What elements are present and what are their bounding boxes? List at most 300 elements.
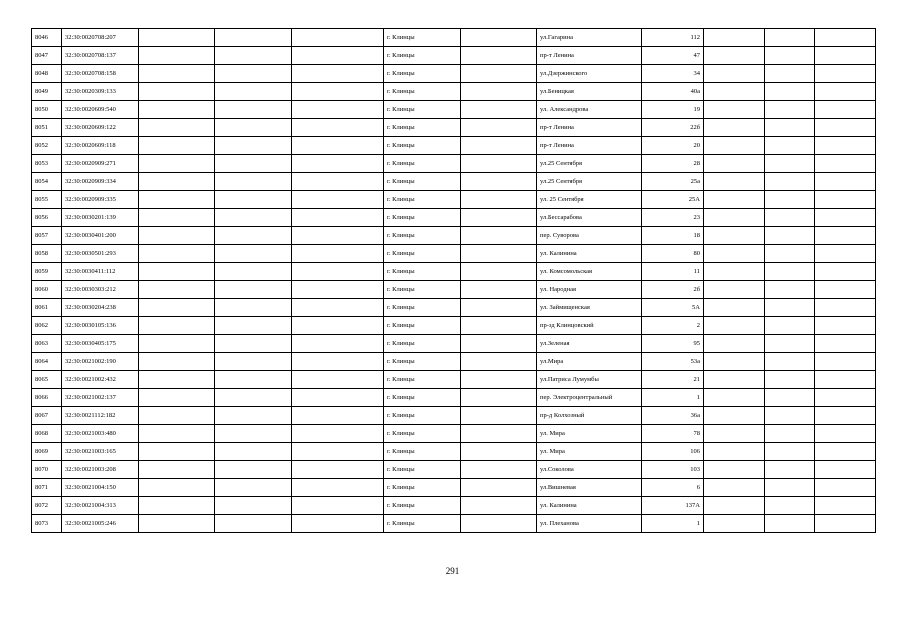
cadastral-number-cell: 32:30:0020909:271 <box>62 155 139 173</box>
cadastral-number-cell: 32:30:0030204:238 <box>62 299 139 317</box>
empty-cell <box>139 317 215 335</box>
record-number-cell: 8065 <box>32 371 62 389</box>
empty-cell <box>215 425 292 443</box>
empty-cell <box>704 407 765 425</box>
record-number-cell: 8054 <box>32 173 62 191</box>
empty-cell <box>292 137 384 155</box>
empty-cell <box>765 245 815 263</box>
empty-cell <box>461 425 537 443</box>
house-number-cell: 5А <box>642 299 704 317</box>
registry-table <box>31 28 876 533</box>
empty-cell <box>461 317 537 335</box>
house-number-cell: 20 <box>642 137 704 155</box>
empty-cell <box>292 479 384 497</box>
empty-cell <box>292 515 384 533</box>
house-number-cell: 40а <box>642 83 704 101</box>
empty-cell <box>139 101 215 119</box>
street-cell: ул.25 Сентября <box>537 173 642 191</box>
empty-cell <box>704 497 765 515</box>
house-number-cell: 21 <box>642 371 704 389</box>
city-cell: г. Клинцы <box>384 173 461 191</box>
record-number-cell: 8047 <box>32 47 62 65</box>
empty-cell <box>461 191 537 209</box>
empty-cell <box>815 299 876 317</box>
empty-cell <box>815 497 876 515</box>
table-row <box>32 317 876 335</box>
record-number-cell: 8053 <box>32 155 62 173</box>
cadastral-number-cell: 32:30:0020309:133 <box>62 83 139 101</box>
empty-cell <box>815 443 876 461</box>
street-cell: ул. Народная <box>537 281 642 299</box>
empty-cell <box>765 209 815 227</box>
empty-cell <box>215 191 292 209</box>
empty-cell <box>461 227 537 245</box>
empty-cell <box>704 371 765 389</box>
cadastral-number-cell: 32:30:0020708:137 <box>62 47 139 65</box>
empty-cell <box>765 155 815 173</box>
empty-cell <box>215 515 292 533</box>
empty-cell <box>292 461 384 479</box>
house-number-cell: 6 <box>642 479 704 497</box>
empty-cell <box>215 389 292 407</box>
table-row <box>32 389 876 407</box>
empty-cell <box>815 65 876 83</box>
empty-cell <box>215 119 292 137</box>
record-number-cell: 8049 <box>32 83 62 101</box>
empty-cell <box>461 101 537 119</box>
empty-cell <box>815 479 876 497</box>
cadastral-number-cell: 32:30:0021004:313 <box>62 497 139 515</box>
empty-cell <box>139 209 215 227</box>
page-number: 291 <box>445 566 460 576</box>
empty-cell <box>765 353 815 371</box>
empty-cell <box>292 173 384 191</box>
city-cell: г. Клинцы <box>384 461 461 479</box>
street-cell: ул.25 Сентября <box>537 155 642 173</box>
empty-cell <box>292 65 384 83</box>
cadastral-number-cell: 32:30:0030201:139 <box>62 209 139 227</box>
city-cell: г. Клинцы <box>384 227 461 245</box>
record-number-cell: 8068 <box>32 425 62 443</box>
street-cell: пр-т Ленина <box>537 47 642 65</box>
empty-cell <box>765 425 815 443</box>
empty-cell <box>704 119 765 137</box>
street-cell: ул.Гагарина <box>537 29 642 47</box>
house-number-cell: 47 <box>642 47 704 65</box>
empty-cell <box>461 335 537 353</box>
city-cell: г. Клинцы <box>384 281 461 299</box>
table-row <box>32 47 876 65</box>
empty-cell <box>461 497 537 515</box>
empty-cell <box>461 371 537 389</box>
empty-cell <box>704 353 765 371</box>
empty-cell <box>292 101 384 119</box>
cadastral-number-cell: 32:30:0021003:208 <box>62 461 139 479</box>
empty-cell <box>292 497 384 515</box>
cadastral-number-cell: 32:30:0030405:175 <box>62 335 139 353</box>
city-cell: г. Клинцы <box>384 497 461 515</box>
house-number-cell: 28 <box>642 155 704 173</box>
city-cell: г. Клинцы <box>384 479 461 497</box>
empty-cell <box>765 29 815 47</box>
street-cell: ул.Соколова <box>537 461 642 479</box>
empty-cell <box>139 173 215 191</box>
empty-cell <box>292 155 384 173</box>
street-cell: ул.Зеленая <box>537 335 642 353</box>
empty-cell <box>139 281 215 299</box>
empty-cell <box>704 245 765 263</box>
empty-cell <box>815 515 876 533</box>
record-number-cell: 8066 <box>32 389 62 407</box>
empty-cell <box>292 371 384 389</box>
empty-cell <box>215 83 292 101</box>
empty-cell <box>765 191 815 209</box>
empty-cell <box>704 425 765 443</box>
cadastral-number-cell: 32:30:0020609:122 <box>62 119 139 137</box>
table-row <box>32 245 876 263</box>
empty-cell <box>815 245 876 263</box>
table-row <box>32 83 876 101</box>
house-number-cell: 78 <box>642 425 704 443</box>
record-number-cell: 8063 <box>32 335 62 353</box>
empty-cell <box>815 353 876 371</box>
street-cell: ул.Беницкая <box>537 83 642 101</box>
table-row <box>32 479 876 497</box>
empty-cell <box>215 281 292 299</box>
empty-cell <box>461 263 537 281</box>
empty-cell <box>139 191 215 209</box>
empty-cell <box>139 119 215 137</box>
empty-cell <box>461 83 537 101</box>
table-row <box>32 515 876 533</box>
empty-cell <box>765 461 815 479</box>
city-cell: г. Клинцы <box>384 443 461 461</box>
empty-cell <box>704 515 765 533</box>
table-row <box>32 371 876 389</box>
empty-cell <box>461 281 537 299</box>
empty-cell <box>215 497 292 515</box>
record-number-cell: 8064 <box>32 353 62 371</box>
empty-cell <box>139 371 215 389</box>
table-row <box>32 119 876 137</box>
record-number-cell: 8057 <box>32 227 62 245</box>
empty-cell <box>461 65 537 83</box>
empty-cell <box>461 353 537 371</box>
empty-cell <box>139 137 215 155</box>
table-row <box>32 65 876 83</box>
empty-cell <box>292 227 384 245</box>
city-cell: г. Клинцы <box>384 335 461 353</box>
empty-cell <box>461 461 537 479</box>
house-number-cell: 112 <box>642 29 704 47</box>
street-cell: ул. Калинина <box>537 497 642 515</box>
cadastral-number-cell: 32:30:0020609:540 <box>62 101 139 119</box>
record-number-cell: 8055 <box>32 191 62 209</box>
table-row <box>32 101 876 119</box>
cadastral-number-cell: 32:30:0020909:334 <box>62 173 139 191</box>
table-row <box>32 497 876 515</box>
city-cell: г. Клинцы <box>384 245 461 263</box>
record-number-cell: 8071 <box>32 479 62 497</box>
street-cell: ул.Мира <box>537 353 642 371</box>
city-cell: г. Клинцы <box>384 425 461 443</box>
empty-cell <box>461 389 537 407</box>
street-cell: ул.Вишневая <box>537 479 642 497</box>
empty-cell <box>215 353 292 371</box>
empty-cell <box>215 227 292 245</box>
table-row <box>32 443 876 461</box>
empty-cell <box>765 47 815 65</box>
empty-cell <box>215 407 292 425</box>
house-number-cell: 2б <box>642 281 704 299</box>
empty-cell <box>215 155 292 173</box>
record-number-cell: 8052 <box>32 137 62 155</box>
empty-cell <box>292 443 384 461</box>
empty-cell <box>704 299 765 317</box>
cadastral-number-cell: 32:30:0020708:158 <box>62 65 139 83</box>
empty-cell <box>139 245 215 263</box>
empty-cell <box>215 47 292 65</box>
cadastral-number-cell: 32:30:0030401:200 <box>62 227 139 245</box>
empty-cell <box>139 353 215 371</box>
empty-cell <box>215 443 292 461</box>
record-number-cell: 8046 <box>32 29 62 47</box>
city-cell: г. Клинцы <box>384 137 461 155</box>
street-cell: пер. Электроцентральный <box>537 389 642 407</box>
empty-cell <box>704 443 765 461</box>
empty-cell <box>765 281 815 299</box>
empty-cell <box>461 155 537 173</box>
cadastral-number-cell: 32:30:0020708:207 <box>62 29 139 47</box>
empty-cell <box>815 461 876 479</box>
empty-cell <box>704 101 765 119</box>
empty-cell <box>704 173 765 191</box>
empty-cell <box>461 29 537 47</box>
empty-cell <box>139 497 215 515</box>
street-cell: ул. Александрова <box>537 101 642 119</box>
empty-cell <box>815 425 876 443</box>
record-number-cell: 8072 <box>32 497 62 515</box>
empty-cell <box>215 299 292 317</box>
empty-cell <box>215 173 292 191</box>
house-number-cell: 95 <box>642 335 704 353</box>
empty-cell <box>461 515 537 533</box>
empty-cell <box>292 389 384 407</box>
city-cell: г. Клинцы <box>384 83 461 101</box>
empty-cell <box>139 155 215 173</box>
street-cell: ул. Калинина <box>537 245 642 263</box>
table-row <box>32 209 876 227</box>
empty-cell <box>292 425 384 443</box>
empty-cell <box>765 479 815 497</box>
empty-cell <box>292 245 384 263</box>
empty-cell <box>139 47 215 65</box>
empty-cell <box>765 515 815 533</box>
cadastral-number-cell: 32:30:0030501:293 <box>62 245 139 263</box>
city-cell: г. Клинцы <box>384 101 461 119</box>
empty-cell <box>815 407 876 425</box>
record-number-cell: 8060 <box>32 281 62 299</box>
empty-cell <box>704 137 765 155</box>
table-row <box>32 425 876 443</box>
house-number-cell: 22б <box>642 119 704 137</box>
house-number-cell: 1 <box>642 389 704 407</box>
empty-cell <box>461 443 537 461</box>
empty-cell <box>815 389 876 407</box>
empty-cell <box>815 335 876 353</box>
empty-cell <box>461 299 537 317</box>
empty-cell <box>704 227 765 245</box>
empty-cell <box>704 479 765 497</box>
empty-cell <box>704 263 765 281</box>
city-cell: г. Клинцы <box>384 299 461 317</box>
empty-cell <box>765 371 815 389</box>
empty-cell <box>704 209 765 227</box>
street-cell: пр-т Ленина <box>537 137 642 155</box>
empty-cell <box>765 443 815 461</box>
empty-cell <box>139 227 215 245</box>
empty-cell <box>292 47 384 65</box>
empty-cell <box>765 299 815 317</box>
empty-cell <box>815 119 876 137</box>
empty-cell <box>292 317 384 335</box>
empty-cell <box>215 461 292 479</box>
empty-cell <box>292 299 384 317</box>
empty-cell <box>704 47 765 65</box>
city-cell: г. Клинцы <box>384 263 461 281</box>
empty-cell <box>765 119 815 137</box>
city-cell: г. Клинцы <box>384 29 461 47</box>
empty-cell <box>461 47 537 65</box>
empty-cell <box>765 263 815 281</box>
cadastral-number-cell: 32:30:0021003:480 <box>62 425 139 443</box>
empty-cell <box>139 515 215 533</box>
empty-cell <box>815 155 876 173</box>
house-number-cell: 103 <box>642 461 704 479</box>
street-cell: ул.Дзержинского <box>537 65 642 83</box>
empty-cell <box>139 407 215 425</box>
cadastral-number-cell: 32:30:0020909:335 <box>62 191 139 209</box>
street-cell: ул. Плеханова <box>537 515 642 533</box>
empty-cell <box>704 335 765 353</box>
house-number-cell: 1 <box>642 515 704 533</box>
empty-cell <box>292 29 384 47</box>
house-number-cell: 25а <box>642 173 704 191</box>
cadastral-number-cell: 32:30:0021005:246 <box>62 515 139 533</box>
city-cell: г. Клинцы <box>384 155 461 173</box>
cadastral-number-cell: 32:30:0030303:212 <box>62 281 139 299</box>
empty-cell <box>292 209 384 227</box>
empty-cell <box>139 83 215 101</box>
table-row <box>32 461 876 479</box>
city-cell: г. Клинцы <box>384 389 461 407</box>
record-number-cell: 8062 <box>32 317 62 335</box>
street-cell: ул. 25 Сентября <box>537 191 642 209</box>
empty-cell <box>461 119 537 137</box>
empty-cell <box>765 137 815 155</box>
street-cell: ул.Патриса Лумумбы <box>537 371 642 389</box>
empty-cell <box>292 191 384 209</box>
empty-cell <box>815 281 876 299</box>
table-row <box>32 299 876 317</box>
empty-cell <box>815 83 876 101</box>
record-number-cell: 8061 <box>32 299 62 317</box>
cadastral-number-cell: 32:30:0020609:118 <box>62 137 139 155</box>
empty-cell <box>139 479 215 497</box>
empty-cell <box>292 83 384 101</box>
empty-cell <box>461 407 537 425</box>
table-row <box>32 137 876 155</box>
cadastral-number-cell: 32:30:0021002:432 <box>62 371 139 389</box>
table-row <box>32 335 876 353</box>
city-cell: г. Клинцы <box>384 371 461 389</box>
empty-cell <box>139 299 215 317</box>
table-row <box>32 263 876 281</box>
empty-cell <box>461 245 537 263</box>
cadastral-number-cell: 32:30:0021002:137 <box>62 389 139 407</box>
empty-cell <box>815 371 876 389</box>
table-row <box>32 227 876 245</box>
empty-cell <box>765 497 815 515</box>
empty-cell <box>815 29 876 47</box>
cadastral-number-cell: 32:30:0021112:182 <box>62 407 139 425</box>
empty-cell <box>765 83 815 101</box>
record-number-cell: 8048 <box>32 65 62 83</box>
empty-cell <box>461 137 537 155</box>
empty-cell <box>215 29 292 47</box>
empty-cell <box>215 335 292 353</box>
empty-cell <box>815 317 876 335</box>
empty-cell <box>765 389 815 407</box>
cadastral-number-cell: 32:30:0021002:190 <box>62 353 139 371</box>
street-cell: пер. Суворова <box>537 227 642 245</box>
table-row <box>32 29 876 47</box>
table-row <box>32 281 876 299</box>
empty-cell <box>765 65 815 83</box>
house-number-cell: 80 <box>642 245 704 263</box>
empty-cell <box>139 29 215 47</box>
table-row <box>32 155 876 173</box>
empty-cell <box>815 263 876 281</box>
house-number-cell: 106 <box>642 443 704 461</box>
empty-cell <box>139 461 215 479</box>
city-cell: г. Клинцы <box>384 353 461 371</box>
empty-cell <box>704 281 765 299</box>
city-cell: г. Клинцы <box>384 317 461 335</box>
cadastral-number-cell: 32:30:0021003:165 <box>62 443 139 461</box>
cadastral-number-cell: 32:30:0030105:136 <box>62 317 139 335</box>
record-number-cell: 8059 <box>32 263 62 281</box>
table-body <box>32 29 876 533</box>
city-cell: г. Клинцы <box>384 47 461 65</box>
table-row <box>32 407 876 425</box>
empty-cell <box>215 479 292 497</box>
street-cell: ул. Комсомольская <box>537 263 642 281</box>
empty-cell <box>815 137 876 155</box>
house-number-cell: 2 <box>642 317 704 335</box>
table-row <box>32 173 876 191</box>
city-cell: г. Клинцы <box>384 515 461 533</box>
empty-cell <box>704 155 765 173</box>
empty-cell <box>215 65 292 83</box>
empty-cell <box>139 335 215 353</box>
street-cell: ул. Займищенская <box>537 299 642 317</box>
street-cell: пр-т Ленина <box>537 119 642 137</box>
empty-cell <box>292 263 384 281</box>
record-number-cell: 8069 <box>32 443 62 461</box>
house-number-cell: 137А <box>642 497 704 515</box>
street-cell: пр-д Колхозный <box>537 407 642 425</box>
